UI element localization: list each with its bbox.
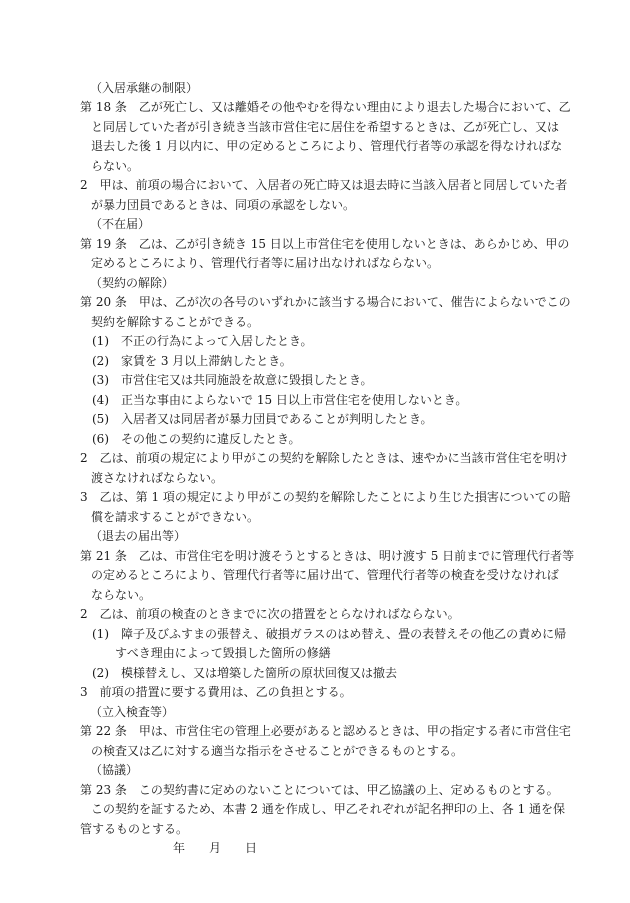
article-20-item-2: (2) 家賃を 3 月以上滞納したとき。 — [92, 354, 292, 368]
article-22-line-2: の検査又は乙に対する適当な指示をさせることができるものとする。 — [91, 744, 464, 758]
heading-article-18: （入居承継の制限） — [90, 81, 199, 95]
article-20-item-5: (5) 入居者又は同居者が暴力団員であることが判明したとき。 — [92, 412, 433, 426]
article-20-para-2-line-2: 渡さなければならない。 — [91, 471, 224, 485]
article-22-line-1: 第 22 条 甲は、市営住宅の管理上必要があると認めるときは、甲の指定する者に市営住宅 — [80, 724, 571, 738]
article-20-para-3-line-1: 3 乙は、第 1 項の規定により甲がこの契約を解除したことにより生じた損害についての賠 — [80, 490, 571, 504]
article-20-line-1: 第 20 条 甲は、乙が次の各号のいずれかに該当する場合において、催告によらないでこの — [80, 295, 571, 309]
article-21-item-1-line-1: (1) 障子及びふすまの張替え、破損ガラスのはめ替え、畳の表替えその他乙の責めに帰 — [92, 627, 567, 641]
heading-article-19: （不在届） — [90, 217, 151, 231]
article-21-para-2: 2 乙は、前項の検査のときまでに次の措置をとらなければならない。 — [80, 607, 460, 621]
article-18-line-4: らない。 — [91, 159, 140, 173]
article-18-line-2: と同居していた者が引き続き当該市営住宅に居住を希望するときは、乙が死亡し、又は — [91, 120, 560, 134]
article-21-line-1: 第 21 条 乙は、市営住宅を明け渡そうとするときは、明け渡す 5 日前までに管理代行者等 — [80, 549, 575, 563]
article-20-para-3-line-2: 償を請求することができない。 — [91, 510, 260, 524]
article-18-para-2-line-2: が暴力団員であるときは、同項の承認をしない。 — [91, 198, 356, 212]
article-21-para-3: 3 前項の措置に要する費用は、乙の負担とする。 — [80, 685, 352, 699]
article-21-line-3: ならない。 — [91, 588, 152, 602]
article-18-line-1: 第 18 条 乙が死亡し、又は離婚その他やむを得ない理由により退去した場合において、乙 — [80, 100, 571, 114]
article-23-line-1: 第 23 条 この契約書に定めのないことについては、甲乙協議の上、定めるものとする。 — [80, 783, 559, 797]
article-20-item-3: (3) 市営住宅又は共同施設を故意に毀損したとき。 — [92, 373, 373, 387]
closing-line-1: この契約を証するため、本書 2 通を作成し、甲乙それぞれが記名押印の上、各 1 通を保 — [91, 802, 566, 816]
article-19-line-1: 第 19 条 乙は、乙が引き続き 15 日以上市営住宅を使用しないときは、あらかじめ、甲の — [80, 237, 570, 251]
article-20-item-1: (1) 不正の行為によって入居したとき。 — [92, 334, 313, 348]
date-line: 年 月 日 — [173, 841, 258, 855]
article-20-line-2: 契約を解除することができる。 — [91, 315, 260, 329]
article-18-para-2-line-1: 2 甲は、前項の場合において、入居者の死亡時又は退去時に当該入居者と同居していた者 — [80, 178, 568, 192]
heading-article-22: （立入検査等） — [90, 705, 175, 719]
heading-article-20: （契約の解除） — [90, 276, 175, 290]
article-21-item-1-line-2: すべき理由によって毀損した箇所の修繕 — [115, 646, 331, 660]
article-19-line-2: 定めるところにより、管理代行者等に届け出なければならない。 — [91, 256, 440, 270]
article-18-line-3: 退去した後 1 月以内に、甲の定めるところにより、管理代行者等の承認を得なければな — [91, 139, 563, 153]
article-20-para-2-line-1: 2 乙は、前項の規定により甲がこの契約を解除したときは、速やかに当該市営住宅を明け — [80, 451, 568, 465]
article-21-line-2: の定めるところにより、管理代行者等に届け出て、管理代行者等の検査を受けなければ — [91, 568, 559, 582]
closing-line-2: 管するものとする。 — [80, 822, 189, 836]
article-20-item-4: (4) 正当な事由によらないで 15 日以上市営住宅を使用しないとき。 — [92, 393, 468, 407]
article-21-item-2: (2) 模様替えし、又は増築した箇所の原状回復又は撤去 — [92, 666, 398, 680]
article-20-item-6: (6) その他この契約に違反したとき。 — [92, 432, 301, 446]
heading-article-21: （退去の届出等） — [90, 529, 187, 543]
heading-article-23: （協議） — [90, 763, 139, 777]
